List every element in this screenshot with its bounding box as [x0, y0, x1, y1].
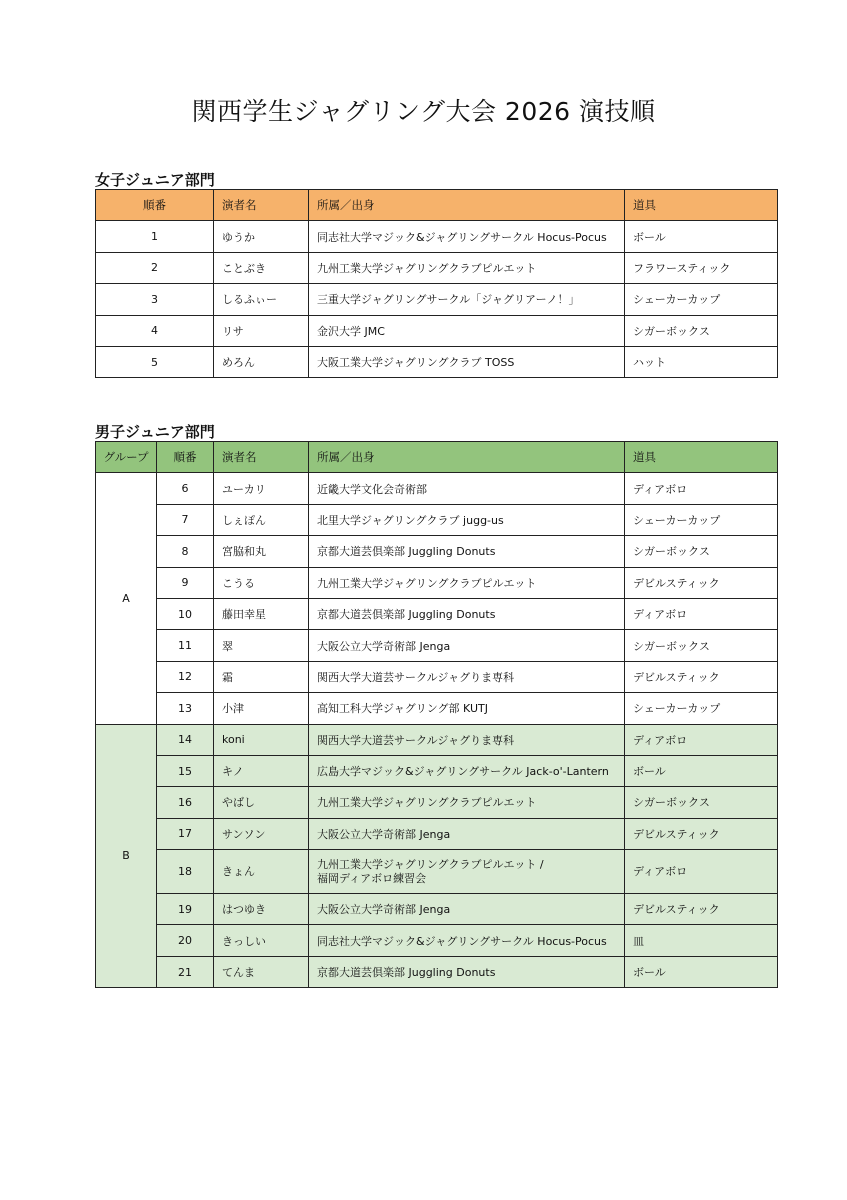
performer-name-cell: 霜 [214, 661, 309, 692]
prop-cell: ディアボロ [625, 598, 778, 629]
order-cell: 12 [157, 661, 214, 692]
performer-name-cell: てんま [214, 956, 309, 987]
table-row [96, 818, 778, 849]
performer-name-cell: 宮脇和丸 [214, 536, 309, 567]
affiliation-cell: 同志社大学マジック&ジャグリングサークル Hocus-Pocus [309, 221, 625, 252]
prop-cell: ハット [625, 346, 778, 377]
performer-name-cell: サンソン [214, 818, 309, 849]
column-header-name: 演者名 [214, 442, 309, 473]
order-cell: 17 [157, 818, 214, 849]
affiliation-line-2: 福岡ディアボロ練習会 [317, 871, 427, 885]
affiliation-line-1: 九州工業大学ジャグリングクラブピルエット / [317, 857, 544, 871]
performer-name-cell: やばし [214, 787, 309, 818]
column-header-prop: 道具 [625, 190, 778, 221]
table-row [96, 315, 778, 346]
column-header-affiliation: 所属／出身 [309, 442, 625, 473]
affiliation-cell: 京都大道芸倶楽部 Juggling Donuts [309, 536, 625, 567]
order-cell: 15 [157, 755, 214, 786]
table-row [96, 850, 778, 894]
table-row [96, 956, 778, 987]
group-a [96, 473, 778, 724]
affiliation-cell: 広島大学マジック&ジャグリングサークル Jack-o'-Lantern [309, 755, 625, 786]
affiliation-cell: 大阪公立大学奇術部 Jenga [309, 818, 625, 849]
order-cell: 14 [157, 724, 214, 755]
table-row [96, 252, 778, 283]
prop-cell: シェーカーカップ [625, 693, 778, 724]
table-row [96, 567, 778, 598]
order-cell: 9 [157, 567, 214, 598]
affiliation-cell: 同志社大学マジック&ジャグリングサークル Hocus-Pocus [309, 925, 625, 956]
order-cell: 20 [157, 925, 214, 956]
prop-cell: シガーボックス [625, 315, 778, 346]
order-cell: 3 [96, 284, 214, 315]
table-row [96, 346, 778, 377]
table-row [96, 284, 778, 315]
affiliation-cell: 大阪公立大学奇術部 Jenga [309, 894, 625, 925]
affiliation-cell: 大阪公立大学奇術部 Jenga [309, 630, 625, 661]
order-cell: 10 [157, 598, 214, 629]
affiliation-cell: 関西大学大道芸サークルジャグりま専科 [309, 724, 625, 755]
table-row [96, 536, 778, 567]
order-cell: 8 [157, 536, 214, 567]
prop-cell: シガーボックス [625, 536, 778, 567]
prop-cell: デビルスティック [625, 818, 778, 849]
group-b [96, 724, 778, 988]
affiliation-cell: 大阪工業大学ジャグリングクラブ TOSS [309, 346, 625, 377]
table-row [96, 598, 778, 629]
affiliation-cell: 京都大道芸倶楽部 Juggling Donuts [309, 956, 625, 987]
order-cell: 5 [96, 346, 214, 377]
table-row [96, 473, 778, 504]
table-row [96, 504, 778, 535]
table-row [96, 755, 778, 786]
affiliation-cell: 高知工科大学ジャグリング部 KUTJ [309, 693, 625, 724]
order-cell: 6 [157, 473, 214, 504]
column-header-name: 演者名 [214, 190, 309, 221]
table-row [96, 925, 778, 956]
table-row [96, 661, 778, 692]
prop-cell: ボール [625, 956, 778, 987]
page-title: 関西学生ジャグリング大会 2026 演技順 [191, 97, 656, 126]
prop-cell: デビルスティック [625, 661, 778, 692]
table-row [96, 894, 778, 925]
affiliation-cell: 北里大学ジャグリングクラブ jugg-us [309, 504, 625, 535]
prop-cell: シェーカーカップ [625, 504, 778, 535]
prop-cell: ボール [625, 221, 778, 252]
table-header-row [96, 190, 778, 221]
performer-name-cell: 翠 [214, 630, 309, 661]
performer-name-cell: koni [214, 724, 309, 755]
order-cell: 16 [157, 787, 214, 818]
order-cell: 18 [157, 850, 214, 894]
order-cell: 11 [157, 630, 214, 661]
table-row [96, 724, 778, 755]
affiliation-cell: 近畿大学文化会奇術部 [309, 473, 625, 504]
order-cell: 13 [157, 693, 214, 724]
women-section-heading: 女子ジュニア部門 [95, 171, 215, 189]
order-cell: 19 [157, 894, 214, 925]
prop-cell: ディアボロ [625, 473, 778, 504]
affiliation-cell: 金沢大学 JMC [309, 315, 625, 346]
order-cell: 4 [96, 315, 214, 346]
performer-name-cell: 藤田幸星 [214, 598, 309, 629]
column-header-order: 順番 [96, 190, 214, 221]
table-row [96, 630, 778, 661]
affiliation-cell: 九州工業大学ジャグリングクラブピルエット [309, 567, 625, 598]
prop-cell: シェーカーカップ [625, 284, 778, 315]
prop-cell: デビルスティック [625, 894, 778, 925]
performer-name-cell: キノ [214, 755, 309, 786]
performer-name-cell: リサ [214, 315, 309, 346]
column-header-affiliation: 所属／出身 [309, 190, 625, 221]
prop-cell: ディアボロ [625, 724, 778, 755]
affiliation-cell: 京都大道芸倶楽部 Juggling Donuts [309, 598, 625, 629]
performer-name-cell: きょん [214, 850, 309, 894]
order-cell: 21 [157, 956, 214, 987]
prop-cell: 皿 [625, 925, 778, 956]
prop-cell: ディアボロ [625, 850, 778, 894]
affiliation-cell [309, 850, 625, 894]
table-header-row [96, 442, 778, 473]
column-header-order: 順番 [157, 442, 214, 473]
performer-name-cell: しるふぃー [214, 284, 309, 315]
table-row [96, 221, 778, 252]
order-cell: 1 [96, 221, 214, 252]
men-section-heading: 男子ジュニア部門 [95, 423, 215, 441]
order-cell: 7 [157, 504, 214, 535]
performer-name-cell: 小津 [214, 693, 309, 724]
performer-name-cell: めろん [214, 346, 309, 377]
affiliation-cell: 三重大学ジャグリングサークル「ジャグリアーノ！」 [309, 284, 625, 315]
performer-name-cell: ユーカリ [214, 473, 309, 504]
prop-cell: シガーボックス [625, 787, 778, 818]
performer-name-cell: きっしい [214, 925, 309, 956]
men-junior-table [95, 441, 778, 988]
performer-name-cell: こうる [214, 567, 309, 598]
group-label-cell: A [96, 473, 157, 724]
performer-name-cell: ことぶき [214, 252, 309, 283]
table-row [96, 787, 778, 818]
performer-name-cell: しぇぽん [214, 504, 309, 535]
prop-cell: シガーボックス [625, 630, 778, 661]
column-header-prop: 道具 [625, 442, 778, 473]
affiliation-cell: 九州工業大学ジャグリングクラブピルエット [309, 252, 625, 283]
performer-name-cell: ゆうか [214, 221, 309, 252]
affiliation-cell: 九州工業大学ジャグリングクラブピルエット [309, 787, 625, 818]
affiliation-cell: 関西大学大道芸サークルジャグりま専科 [309, 661, 625, 692]
women-junior-table [95, 189, 778, 378]
prop-cell: ボール [625, 755, 778, 786]
column-header-group: グループ [96, 442, 157, 473]
prop-cell: デビルスティック [625, 567, 778, 598]
table-row [96, 693, 778, 724]
performer-name-cell: はつゆき [214, 894, 309, 925]
prop-cell: フラワースティック [625, 252, 778, 283]
order-cell: 2 [96, 252, 214, 283]
group-label-cell: B [96, 724, 157, 988]
